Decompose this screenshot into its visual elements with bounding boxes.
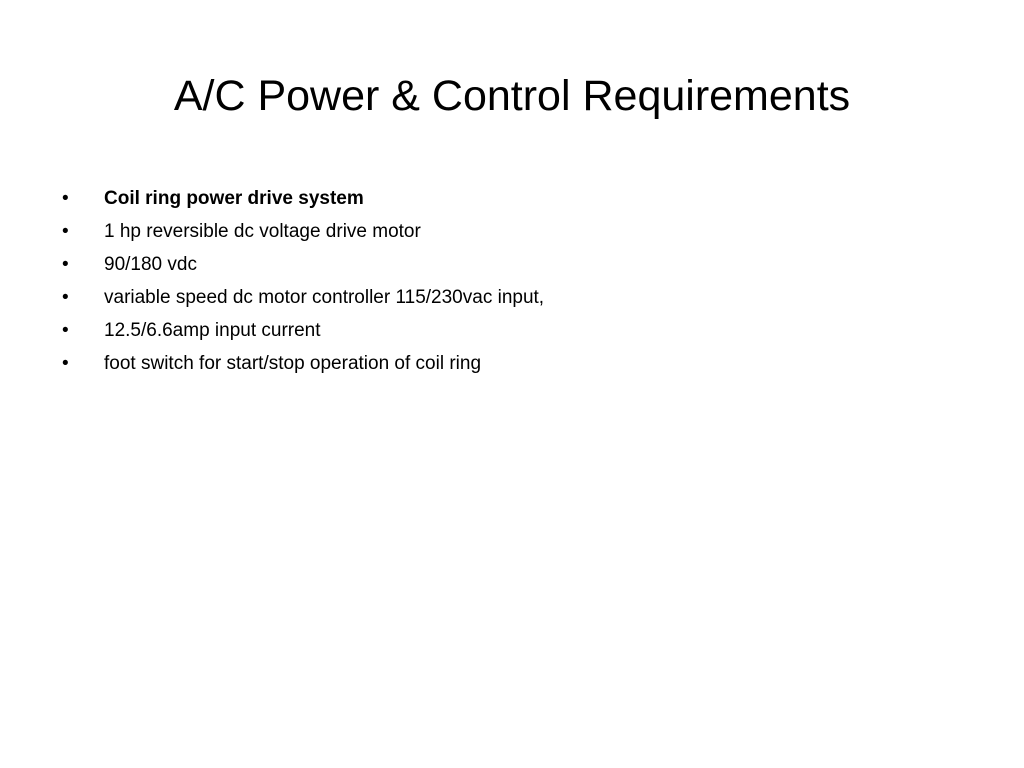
bullet-item-voltage — [58, 248, 958, 281]
bullet-text: 12.5/6.6amp input current — [104, 320, 321, 341]
slide-title: A/C Power & Control Requirements — [173, 72, 851, 120]
bullet-dot-icon: • — [62, 287, 69, 308]
bullet-text: foot switch for start/stop operation of coil ring — [104, 353, 482, 374]
bullet-text: variable speed dc motor controller 115/230vac input, — [104, 287, 545, 308]
bullet-text: 1 hp reversible dc voltage drive motor — [104, 221, 421, 242]
bullet-dot-icon: • — [62, 320, 69, 341]
bullet-dot-icon: • — [62, 188, 69, 209]
bullet-dot-icon: • — [62, 353, 69, 374]
bullet-text: Coil ring power drive system — [104, 188, 364, 209]
bullet-item-motor-controller — [58, 281, 958, 314]
bullet-dot-icon: • — [62, 221, 69, 242]
bullet-item-coil-ring-power-drive-system — [58, 182, 958, 215]
bullet-text: 90/180 vdc — [104, 254, 197, 275]
bullet-list — [58, 182, 958, 380]
bullet-item-foot-switch — [58, 347, 958, 380]
bullet-dot-icon: • — [62, 254, 69, 275]
bullet-item-drive-motor — [58, 215, 958, 248]
bullet-item-input-current — [58, 314, 958, 347]
